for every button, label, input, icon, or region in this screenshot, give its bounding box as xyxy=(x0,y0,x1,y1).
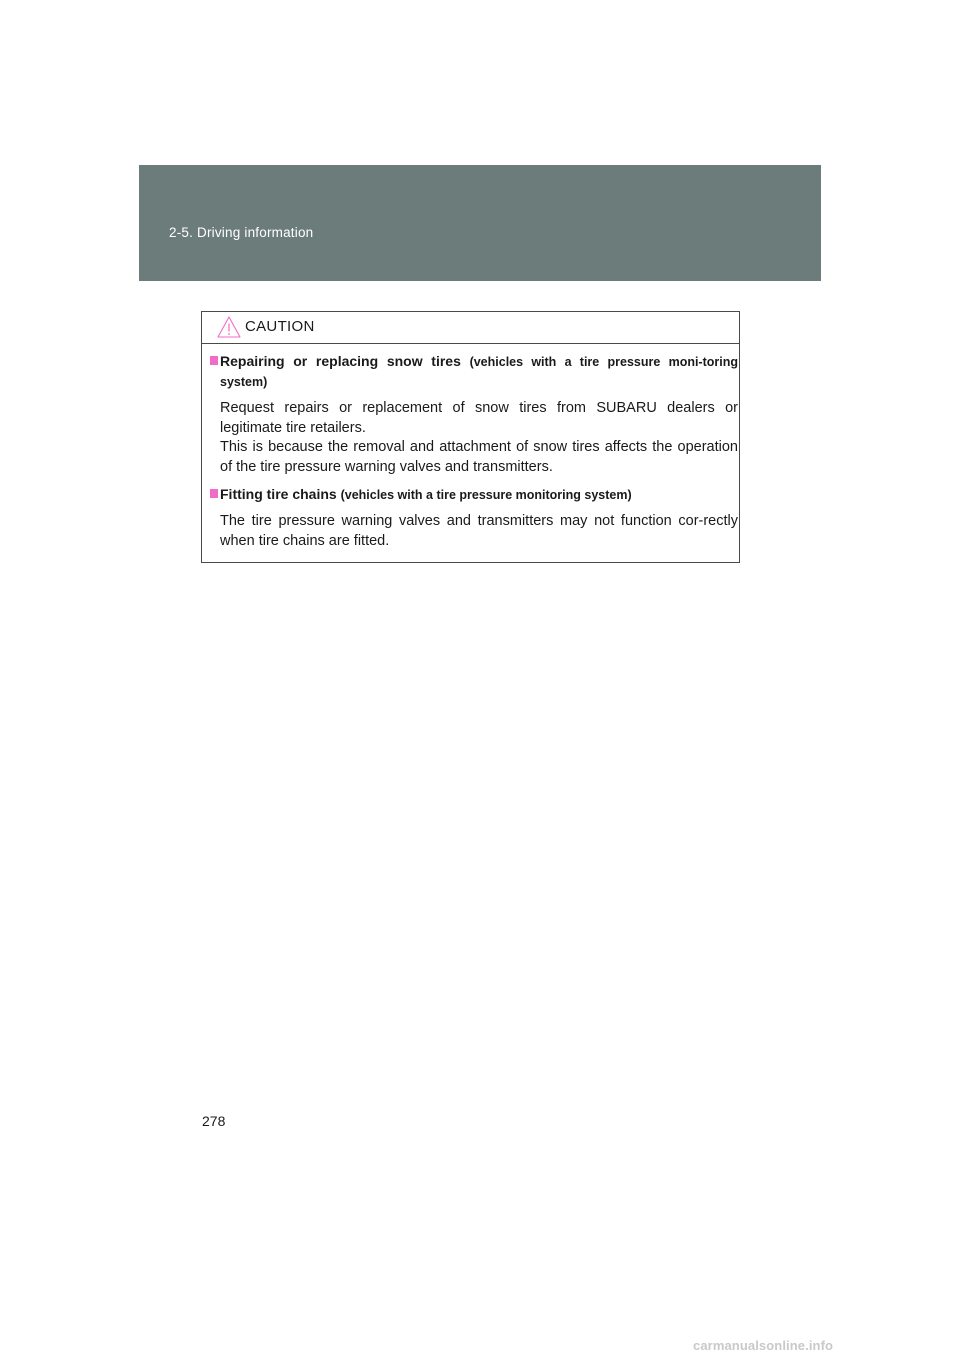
pink-square-icon xyxy=(210,356,218,365)
caution-label: CAUTION xyxy=(245,318,315,335)
item-paragraph: This is because the removal and attachment of snow tires affects the operation of the tire pressure warning valves and transmitters. xyxy=(220,439,738,475)
item-paragraph: Request repairs or replacement of snow tires from SUBARU dealers or legitimate tire retailers. xyxy=(220,400,738,436)
item-subtitle: (vehicles with a tire pressure moni-toring system) xyxy=(220,355,739,389)
warning-triangle-icon xyxy=(216,315,242,339)
caution-header xyxy=(202,312,739,344)
item-subtitle: (vehicles with a tire pressure monitoring system) xyxy=(340,488,632,502)
item-paragraph: The tire pressure warning valves and transmitters may not function cor-rectly when tire chains are fitted. xyxy=(220,513,738,549)
caution-box xyxy=(201,311,740,563)
watermark: carmanualsonline.info xyxy=(693,1338,834,1353)
caution-item-snow-tires xyxy=(211,352,738,477)
item-body xyxy=(211,399,738,477)
item-title: Repairing or replacing snow tires xyxy=(220,353,461,369)
item-body xyxy=(211,512,738,551)
caution-item-tire-chains xyxy=(211,485,738,551)
page-number: 278 xyxy=(202,1113,226,1129)
section-header-band xyxy=(139,165,821,281)
item-heading xyxy=(211,485,738,505)
item-heading xyxy=(211,352,738,392)
section-title: 2-5. Driving information xyxy=(169,225,314,240)
item-title: Fitting tire chains xyxy=(220,486,337,502)
pink-square-icon xyxy=(210,489,218,498)
